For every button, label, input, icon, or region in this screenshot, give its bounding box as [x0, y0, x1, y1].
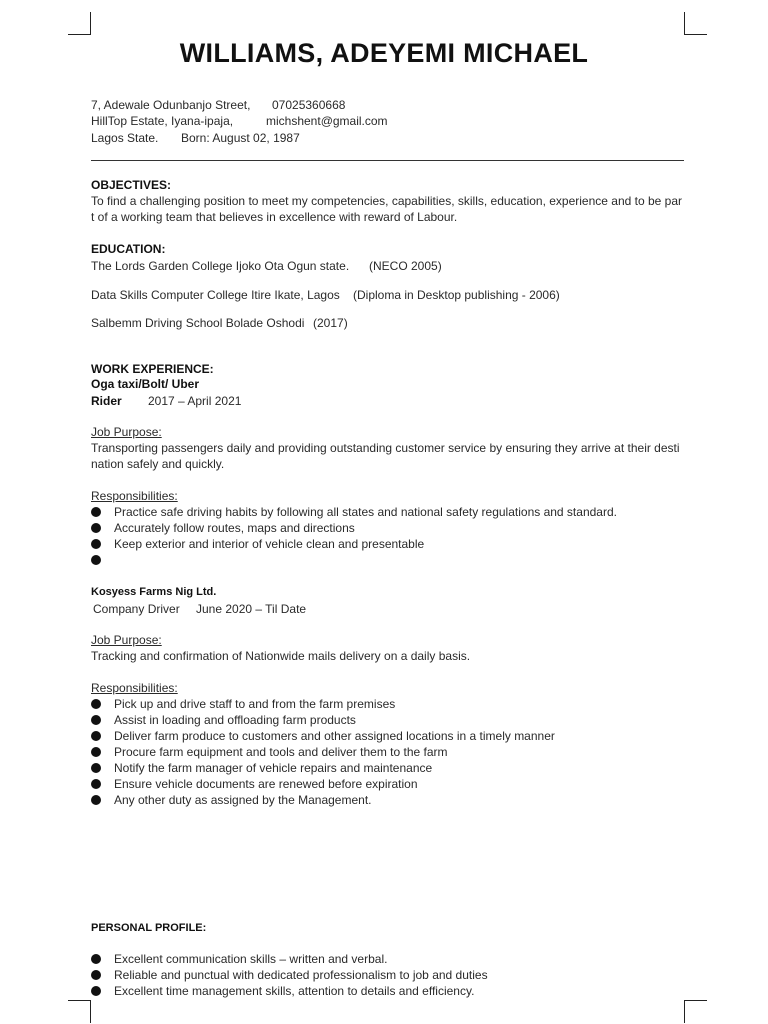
job-purpose-label: Job Purpose: [91, 425, 162, 439]
list-item [91, 728, 555, 744]
job-company: Oga taxi/Bolt/ Uber [91, 377, 200, 391]
list-item [91, 760, 555, 776]
objectives-heading: OBJECTIVES: [91, 178, 172, 192]
crop-mark-bottom-left [68, 1000, 91, 1023]
address-state: Lagos State. [91, 131, 159, 145]
profile-text: Reliable and punctual with dedicated professionalism to job and duties [114, 968, 488, 982]
bullet-icon [91, 795, 101, 805]
responsibilities-list [91, 696, 555, 808]
job-purpose-text: Transporting passengers daily and providing outstanding customer service by ensuring they arrive at their destination safely and quickly. [91, 441, 680, 471]
personal-profile-heading: PERSONAL PROFILE: [91, 922, 207, 934]
crop-mark-bottom-right [684, 1000, 707, 1023]
bullet-icon [91, 954, 101, 964]
phone-number: 07025360668 [272, 98, 346, 112]
list-item [91, 983, 488, 999]
education-note: (2017) [313, 316, 348, 330]
list-item [91, 552, 617, 568]
education-school: The Lords Garden College Ijoko Ota Ogun state. [91, 259, 350, 273]
responsibility-text: Practice safe driving habits by following all states and national safety regulations and standard. [114, 505, 617, 519]
objectives-text: To find a challenging position to meet my competencies, capabilities, skills, education, experience and to be part of a working team that believes in excellence with reward of Labour. [91, 194, 683, 224]
list-item [91, 967, 488, 983]
header-divider [91, 160, 684, 161]
job-role: Company Driver [93, 602, 180, 616]
bullet-icon [91, 763, 101, 773]
job-period: June 2020 – Til Date [196, 602, 307, 616]
job-company: Kosyess Farms Nig Ltd. [91, 586, 217, 598]
responsibility-text: Pick up and drive staff to and from the farm premises [114, 697, 396, 711]
resume-name: WILLIAMS, ADEYEMI MICHAEL [179, 38, 589, 68]
responsibility-text: Assist in loading and offloading farm products [114, 713, 356, 727]
profile-list [91, 951, 488, 999]
list-item [91, 712, 555, 728]
list-item [91, 504, 617, 520]
bullet-icon [91, 747, 101, 757]
bullet-icon [91, 539, 101, 549]
education-heading: EDUCATION: [91, 242, 166, 256]
responsibilities-list [91, 504, 617, 568]
responsibility-text: Keep exterior and interior of vehicle clean and presentable [114, 537, 425, 551]
address-line-1: 7, Adewale Odunbanjo Street, [91, 98, 251, 112]
list-item [91, 744, 555, 760]
responsibility-text: Accurately follow routes, maps and directions [114, 521, 355, 535]
bullet-icon [91, 731, 101, 741]
crop-mark-top-left [68, 12, 91, 35]
responsibility-text: Any other duty as assigned by the Management. [114, 793, 372, 807]
education-note: (NECO 2005) [369, 259, 442, 273]
email-address: michshent@gmail.com [266, 114, 388, 128]
birth-date: Born: August 02, 1987 [181, 131, 300, 145]
profile-text: Excellent communication skills – written and verbal. [114, 952, 388, 966]
job-role: Rider [91, 394, 122, 408]
responsibilities-label: Responsibilities: [91, 681, 178, 695]
bullet-icon [91, 507, 101, 517]
bullet-icon [91, 986, 101, 996]
address-line-2: HillTop Estate, Iyana-ipaja, [91, 114, 234, 128]
education-school: Salbemm Driving School Bolade Oshodi [91, 316, 305, 330]
list-item [91, 776, 555, 792]
bullet-icon [91, 715, 101, 725]
responsibility-text: Procure farm equipment and tools and deliver them to the farm [114, 745, 448, 759]
bullet-icon [91, 523, 101, 533]
education-note: (Diploma in Desktop publishing - 2006) [353, 288, 560, 302]
education-school: Data Skills Computer College Itire Ikate, Lagos [91, 288, 340, 302]
responsibility-text: Ensure vehicle documents are renewed before expiration [114, 777, 418, 791]
work-experience-heading: WORK EXPERIENCE: [91, 362, 214, 376]
job-purpose-label: Job Purpose: [91, 633, 162, 647]
bullet-icon [91, 779, 101, 789]
crop-mark-top-right [684, 12, 707, 35]
list-item [91, 520, 617, 536]
profile-text: Excellent time management skills, attention to details and efficiency. [114, 984, 475, 998]
responsibility-text: Deliver farm produce to customers and other assigned locations in a timely manner [114, 729, 555, 743]
bullet-icon [91, 555, 101, 565]
list-item [91, 951, 488, 967]
responsibilities-label: Responsibilities: [91, 489, 178, 503]
responsibility-text: Notify the farm manager of vehicle repairs and maintenance [114, 761, 433, 775]
job-purpose-text: Tracking and confirmation of Nationwide mails delivery on a daily basis. [91, 649, 471, 663]
job-period: 2017 – April 2021 [148, 394, 242, 408]
bullet-icon [91, 970, 101, 980]
bullet-icon [91, 699, 101, 709]
list-item [91, 536, 617, 552]
list-item [91, 792, 555, 808]
list-item [91, 696, 555, 712]
